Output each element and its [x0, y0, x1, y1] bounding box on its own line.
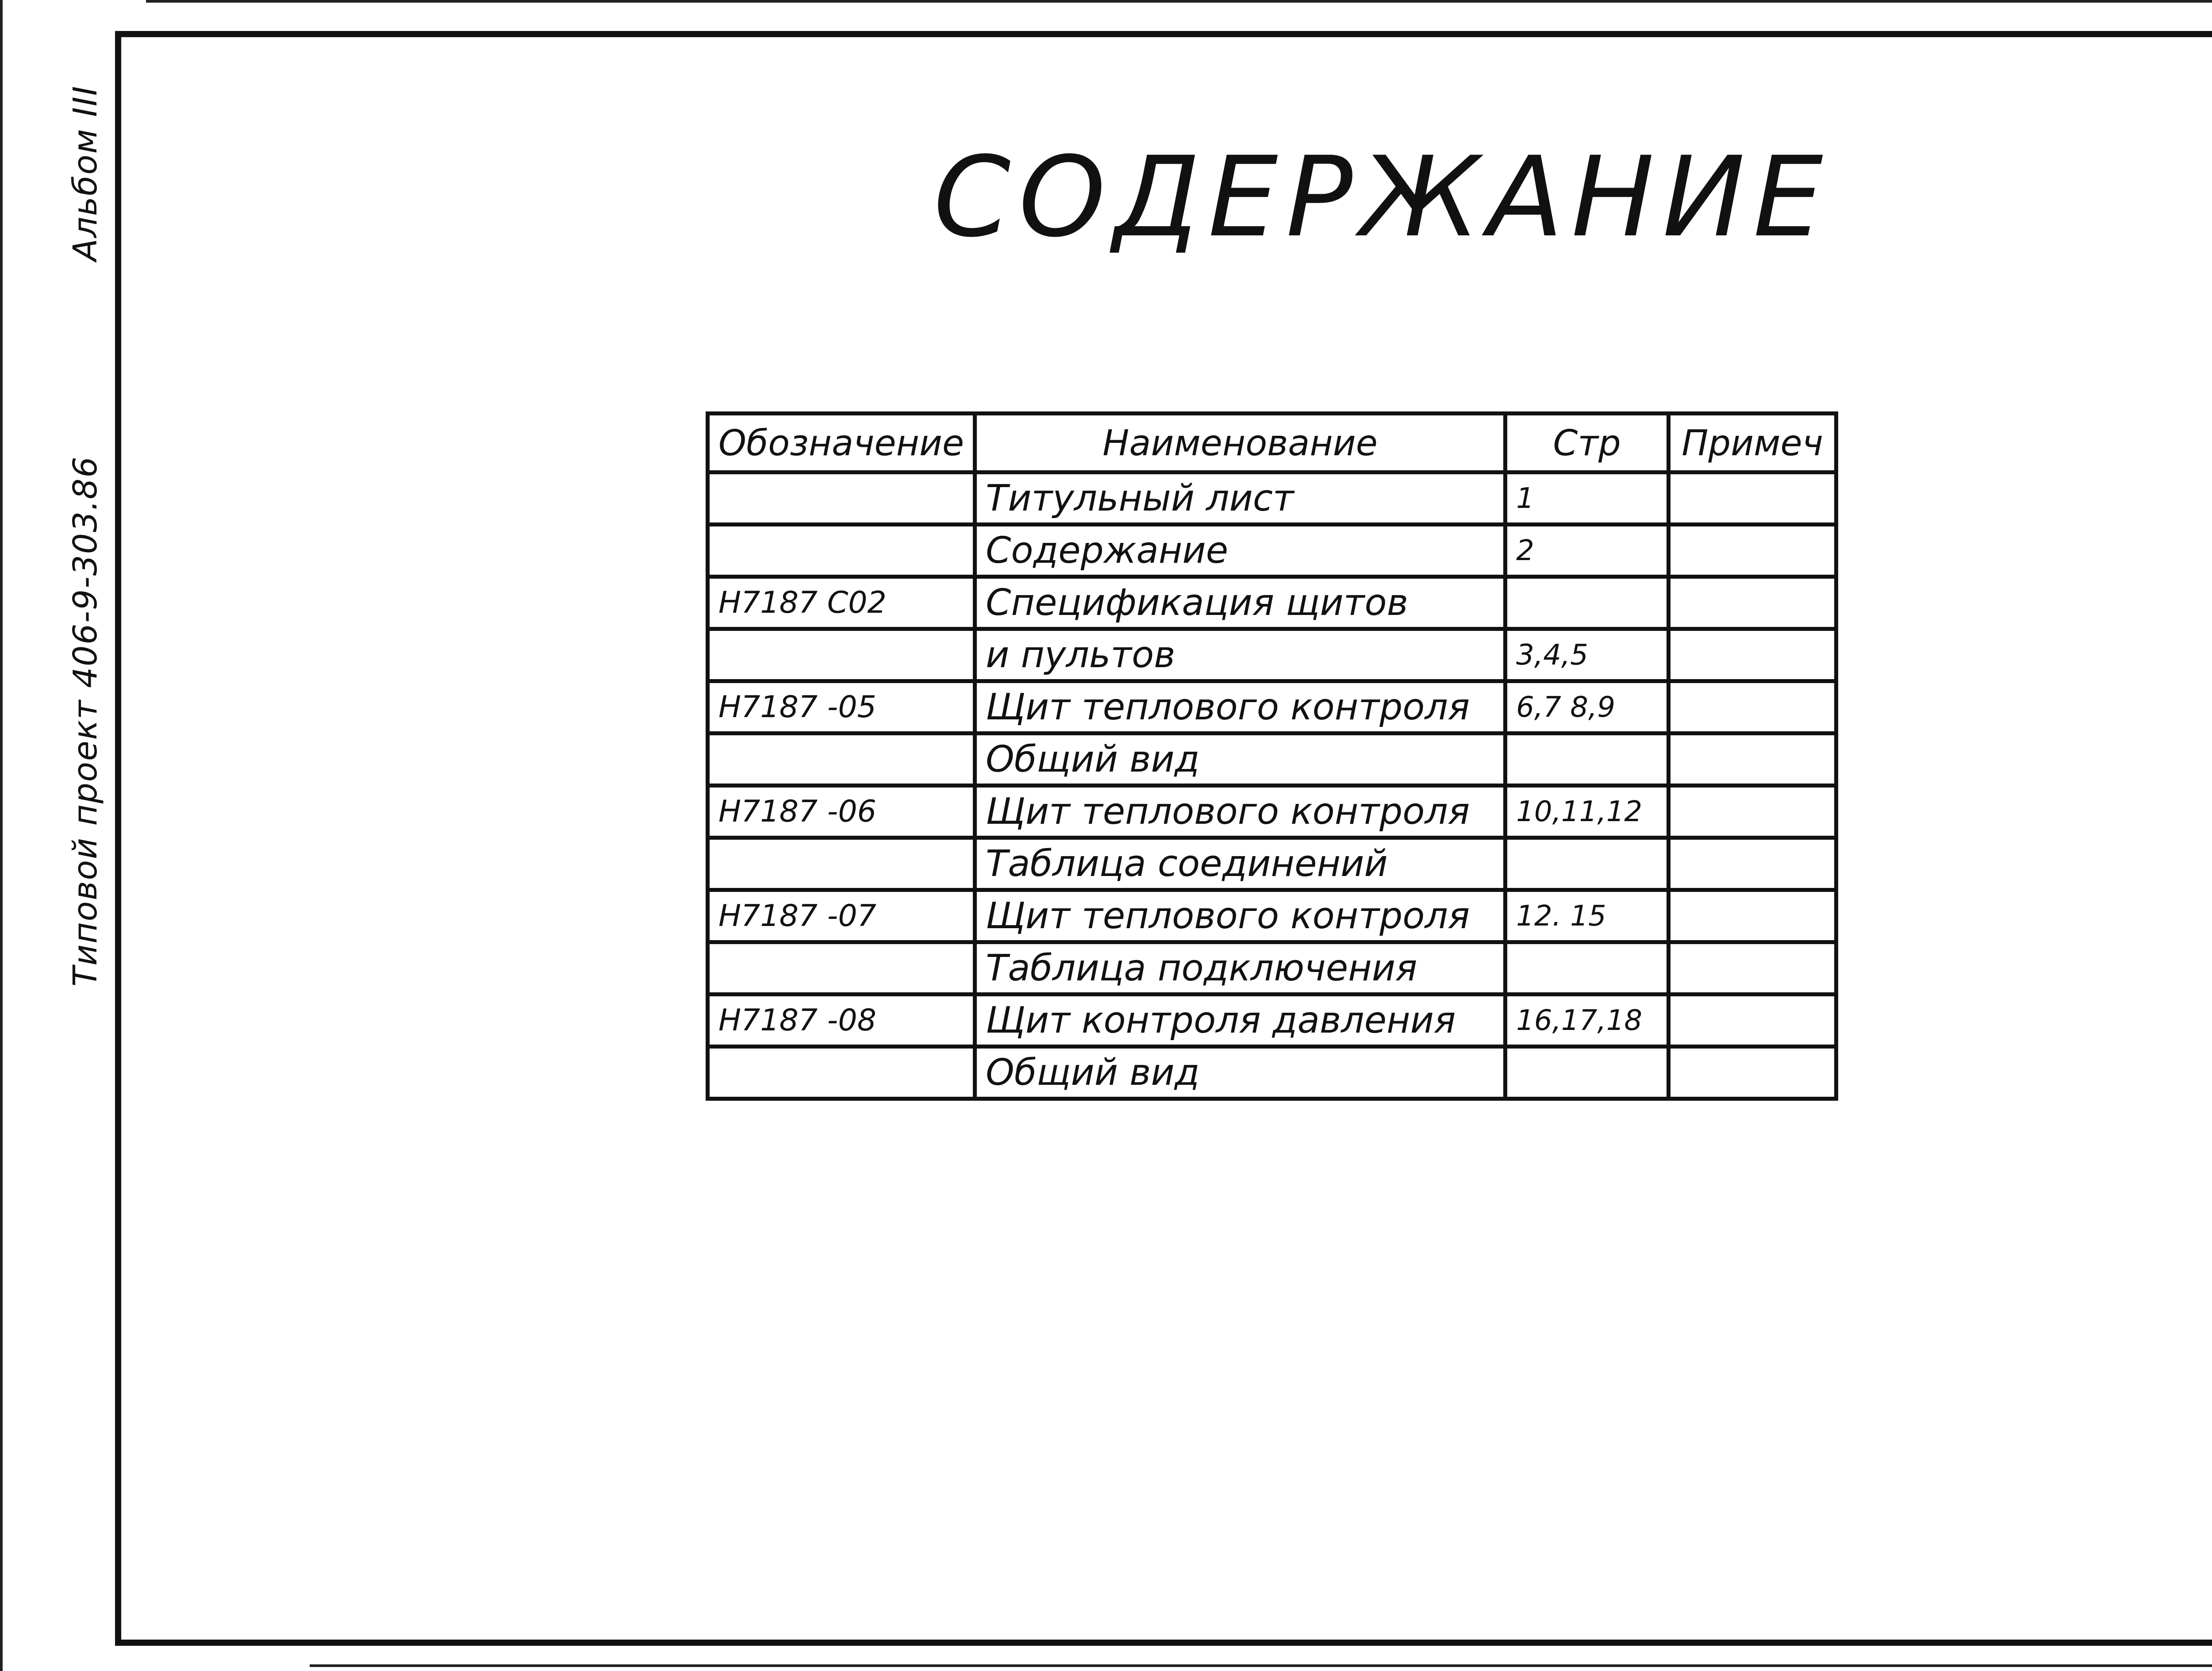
row-code [708, 734, 975, 786]
row-page [1505, 838, 1669, 890]
row-code [708, 838, 975, 890]
row-page: 12. 15 [1505, 890, 1669, 942]
row-name: Щит теплового контроля [975, 890, 1505, 942]
row-page: 2 [1505, 525, 1669, 577]
row-note [1669, 890, 1836, 942]
row-page [1505, 734, 1669, 786]
row-name: Щит теплового контроля [975, 786, 1505, 838]
row-page [1505, 942, 1669, 995]
row-code [708, 1047, 975, 1099]
row-name: Общий вид [975, 1047, 1505, 1099]
header-name: Наименование [975, 414, 1505, 472]
top-edge-line [146, 0, 2212, 3]
row-page: 6,7 8,9 [1505, 681, 1669, 734]
row-name: Титульный лист [975, 472, 1505, 525]
row-note [1669, 577, 1836, 629]
row-code: Н7187 -08 [708, 995, 975, 1047]
row-code [708, 525, 975, 577]
project-label: Типовой проект 406-9-303.86 [66, 456, 104, 987]
table-row [708, 734, 1836, 786]
row-page: 16,17,18 [1505, 995, 1669, 1047]
row-note [1669, 525, 1836, 577]
table-row [708, 995, 1836, 1047]
table-row [708, 890, 1836, 942]
row-name: Щит теплового контроля [975, 681, 1505, 734]
row-note [1669, 734, 1836, 786]
contents-table [706, 411, 1838, 1101]
table-row [708, 681, 1836, 734]
table-row [708, 525, 1836, 577]
row-note [1669, 786, 1836, 838]
row-name: Общий вид [975, 734, 1505, 786]
table-row [708, 577, 1836, 629]
row-page: 10,11,12 [1505, 786, 1669, 838]
row-code: Н7187 -07 [708, 890, 975, 942]
table-row [708, 472, 1836, 525]
row-name: Щит контроля давления [975, 995, 1505, 1047]
row-page [1505, 1047, 1669, 1099]
row-note [1669, 681, 1836, 734]
row-name: Таблица соединений [975, 838, 1505, 890]
left-edge-line [0, 0, 3, 1671]
row-note [1669, 942, 1836, 995]
row-note [1669, 629, 1836, 681]
row-page: 3,4,5 [1505, 629, 1669, 681]
row-code: Н7187 -06 [708, 786, 975, 838]
row-page [1505, 577, 1669, 629]
row-note [1669, 472, 1836, 525]
table-row [708, 786, 1836, 838]
row-name: Спецификация щитов [975, 577, 1505, 629]
row-page: 1 [1505, 472, 1669, 525]
row-note [1669, 1047, 1836, 1099]
row-code [708, 629, 975, 681]
row-note [1669, 995, 1836, 1047]
row-name: и пультов [975, 629, 1505, 681]
table-header-row [708, 414, 1836, 472]
album-label: Альбом III [66, 85, 104, 261]
row-name: Таблица подключения [975, 942, 1505, 995]
page-title: СОДЕРЖАНИЕ [933, 133, 1831, 261]
row-code [708, 942, 975, 995]
header-designation: Обозначение [708, 414, 975, 472]
row-code [708, 472, 975, 525]
row-note [1669, 838, 1836, 890]
bottom-edge-line [310, 1664, 2212, 1667]
header-page: Стр [1505, 414, 1669, 472]
row-code: Н7187 С02 [708, 577, 975, 629]
header-note: Примеч [1669, 414, 1836, 472]
row-code: Н7187 -05 [708, 681, 975, 734]
table-row [708, 838, 1836, 890]
table-row [708, 1047, 1836, 1099]
table-row [708, 629, 1836, 681]
row-name: Содержание [975, 525, 1505, 577]
table-row [708, 942, 1836, 995]
